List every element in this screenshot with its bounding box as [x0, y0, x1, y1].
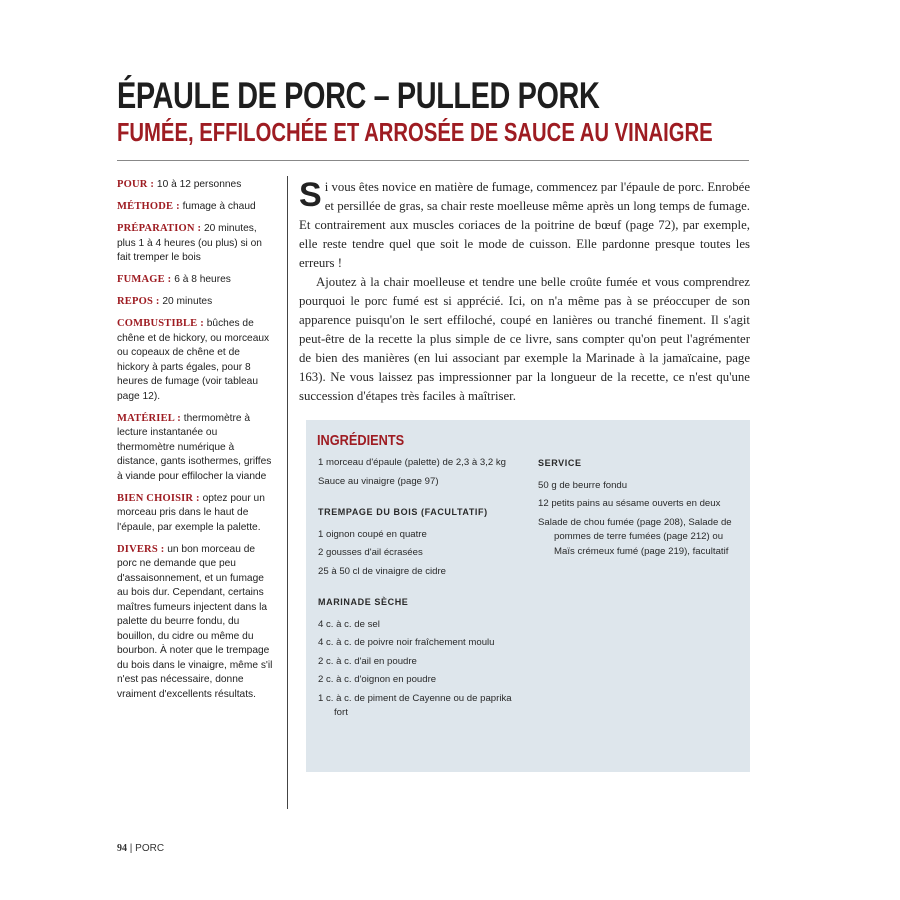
list-item: Sauce au vinaigre (page 97): [318, 475, 439, 487]
list-item: 1 morceau d'épaule (palette) de 2,3 à 3,2 kg: [318, 457, 506, 468]
drop-cap: S: [299, 176, 322, 214]
section-heading-service: SERVICE: [538, 458, 582, 468]
info-servings: POUR : 10 à 12 personnes: [117, 179, 242, 190]
ingredients-column-left: [318, 456, 523, 725]
section-heading-soak: TREMPAGE DU BOIS (FACULTATIF): [318, 507, 488, 517]
list-item: 12 petits pains au sésame ouverts en deux: [538, 498, 721, 509]
list-item: 4 c. à c. de poivre noir fraîchement moulu: [318, 637, 495, 648]
recipe-info-sidebar: [117, 178, 275, 710]
ingredients-title: INGRÉDIENTS: [317, 432, 405, 449]
info-choosing: BIEN CHOISIR : optez pour un morceau pris dans le haut de l'épaule, par exemple la palette.: [117, 492, 265, 533]
info-fuel: COMBUSTIBLE : bûches de chêne et de hickory, ou morceaux ou copeaux de chêne et de hickory à parts égales, pour 8 heures de fumage (voir tableau page 12).: [117, 318, 270, 402]
footer-separator: |: [129, 843, 133, 854]
list-item: 4 c. à c. de sel: [318, 618, 380, 630]
list-item: 2 c. à c. d'oignon en poudre: [318, 674, 437, 685]
header-divider: [117, 160, 749, 161]
list-item: 1 oignon coupé en quatre: [318, 528, 427, 540]
info-preparation: PRÉPARATION : 20 minutes, plus 1 à 4 heures (ou plus) si on fait tremper le bois: [117, 223, 262, 263]
intro-paragraph-2: Ajoutez à la chair moelleuse et tendre une belle croûte fumée et vous comprendrez pourquoi le porc fumé est si apprécié. Ici, on n'a même pas à se préoccuper de son apparence puisqu'on le sert effiloché, coupé en lanières ou tranché finement. Il s'agit peut-être de la recette la plus simple de ce livre, sans compter qu'on peut l'agrémenter de bien des manières (en lui associant par exemple la Marinade à la jamaïcaine, page 163). Ne vous laissez pas impressionner par la longueur de la recette, ce n'est qu'une succession d'étapes très faciles à maîtriser.: [299, 275, 750, 403]
list-item: 2 c. à c. d'ail en poudre: [318, 655, 417, 667]
list-item: 1 c. à c. de piment de Cayenne ou de paprika fort: [318, 692, 512, 718]
list-item: 50 g de beurre fondu: [538, 479, 628, 491]
recipe-title: ÉPAULE DE PORC – PULLED PORK: [117, 75, 600, 116]
ingredients-box: [306, 420, 750, 772]
list-item: 2 gousses d'ail écrasées: [318, 547, 423, 558]
column-divider: [287, 176, 288, 809]
page-number: 94: [117, 843, 127, 854]
list-item: 25 à 50 cl de vinaigre de cidre: [318, 565, 446, 577]
page-footer: [117, 843, 164, 854]
info-method: MÉTHODE : fumage à chaud: [117, 201, 256, 212]
intro-paragraph-1: Si vous êtes novice en matière de fumage, commencez par l'épaule de porc. Enrobée et persillée de gras, sa chair reste moelleuse même après un long temps de fumage. Et contrairement aux muscles coriaces de la poitrine de bœuf (page 72), par exemple, elle reste tendre quel que soit le mode de cuisson. Elle pardonne presque toutes les erreurs !: [299, 176, 750, 270]
info-equipment: MATÉRIEL : thermomètre à lecture instantanée ou thermomètre numérique à distance, gants isothermes, griffes à viande pour effilocher la viande: [117, 412, 272, 482]
info-resting: REPOS : 20 minutes: [117, 296, 213, 307]
info-smoking: FUMAGE : 6 à 8 heures: [117, 274, 231, 285]
intro-text: [299, 178, 750, 406]
section-name: PORC: [135, 843, 165, 854]
recipe-subtitle: FUMÉE, EFFILOCHÉE ET ARROSÉE DE SAUCE AU VINAIGRE: [117, 117, 713, 147]
ingredients-column-right: [538, 456, 738, 563]
section-heading-rub: MARINADE SÈCHE: [318, 597, 409, 607]
info-misc: DIVERS : un bon morceau de porc ne demande que peu d'assaisonnement, et un fumage au bois dur. Cependant, certains maîtres fumeurs injectent dans la palette du beurre fondu, du bouillon, du cidre ou même du bourbon. À noter que le trempage du bois dans le vinaigre, même s'il n'est pas nécessaire, donne vraiment d'excellents résultats.: [117, 543, 273, 700]
list-item: Salade de chou fumée (page 208), Salade de pommes de terre fumées (page 212) ou Maïs crémeux fumé (page 219), facultatif: [538, 516, 732, 557]
